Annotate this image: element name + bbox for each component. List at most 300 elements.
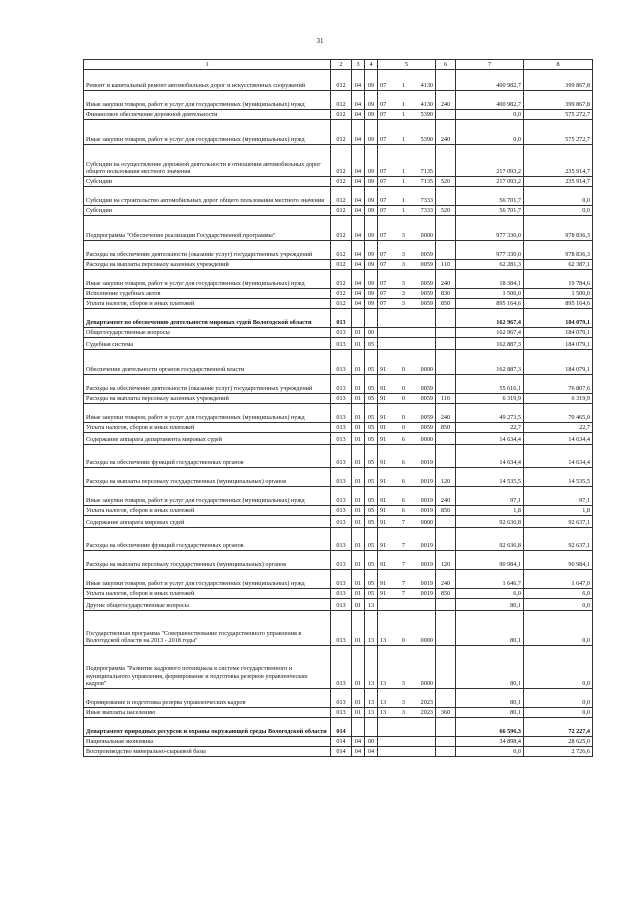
row-name: Департамент природных ресурсов и охраны окружающей среды Вологодской области [84, 718, 331, 737]
table-row [84, 241, 593, 260]
amount-year-1: 80,1 [456, 611, 524, 646]
code-ministry: 013 [331, 589, 352, 599]
code-section: 04 [352, 270, 365, 289]
code-subsection: 09 [365, 187, 378, 206]
code-section: 01 [352, 570, 365, 589]
row-name: Расходы на выплаты персоналу государственных (муниципальных) органов [84, 468, 331, 487]
amount-year-2: 70 465,0 [524, 404, 593, 423]
amount-year-1: 0,0 [456, 120, 524, 145]
row-name: Иные выплаты населению [84, 708, 331, 718]
amount-year-2: 14 634,4 [524, 445, 593, 468]
code-target-article [378, 338, 436, 350]
code-target-article [378, 570, 436, 589]
target-article-part: 13 [380, 680, 387, 688]
target-article-part: 91 [380, 561, 387, 569]
row-name: Уплата налогов, сборов и иных платежей [84, 299, 331, 309]
target-article-part: 7 [401, 590, 405, 598]
code-section: 01 [352, 551, 365, 570]
row-name: Национальная экономика [84, 737, 331, 747]
amount-year-2: 22,7 [524, 423, 593, 433]
target-article-part: 07 [380, 300, 387, 308]
amount-year-1: 22,7 [456, 423, 524, 433]
row-name: Уплата налогов, сборов и иных платежей [84, 589, 331, 599]
amount-year-2: 978 836,3 [524, 241, 593, 260]
code-expense-type [436, 689, 456, 708]
code-subsection: 09 [365, 120, 378, 145]
code-expense-type: 240 [436, 570, 456, 589]
table-row [84, 506, 593, 516]
code-section: 01 [352, 528, 365, 551]
table-header-row [84, 60, 593, 70]
page-number: 31 [316, 37, 324, 45]
code-subsection: 13 [365, 708, 378, 718]
target-article-part: 0000 [420, 519, 433, 527]
code-section: 01 [352, 487, 365, 506]
target-article-part: 7333 [420, 207, 433, 215]
code-subsection: 05 [365, 375, 378, 394]
table-row [84, 145, 593, 177]
code-subsection: 09 [365, 241, 378, 260]
code-section: 04 [352, 110, 365, 120]
code-ministry: 013 [331, 487, 352, 506]
code-ministry: 014 [331, 747, 352, 757]
code-target-article [378, 737, 436, 747]
code-expense-type: 520 [436, 177, 456, 187]
code-ministry: 013 [331, 350, 352, 375]
code-section [352, 309, 365, 328]
code-target-article [378, 708, 436, 718]
code-ministry: 012 [331, 260, 352, 270]
target-article-part: 0059 [420, 385, 433, 393]
amount-year-1: 66 596,3 [456, 718, 524, 737]
amount-year-2: 0,0 [524, 708, 593, 718]
amount-year-1: 162 887,3 [456, 338, 524, 350]
amount-year-2: 62 387,1 [524, 260, 593, 270]
code-target-article [378, 270, 436, 289]
target-article-part: 07 [380, 197, 387, 205]
row-name: Обеспечение деятельности органов государственной власти [84, 350, 331, 375]
amount-year-1: 14 634,4 [456, 433, 524, 445]
target-article-part: 0019 [420, 542, 433, 550]
code-target-article [378, 350, 436, 375]
amount-year-1: 56 701,7 [456, 206, 524, 216]
target-article-part: 91 [380, 414, 387, 422]
code-subsection [365, 718, 378, 737]
amount-year-1: 55 616,1 [456, 375, 524, 394]
amount-year-1: 80,1 [456, 599, 524, 611]
row-name: Уплата налогов, сборов и иных платежей [84, 423, 331, 433]
code-target-article [378, 110, 436, 120]
code-ministry: 013 [331, 528, 352, 551]
code-subsection: 05 [365, 394, 378, 404]
code-expense-type: 110 [436, 394, 456, 404]
amount-year-2: 895 164,6 [524, 299, 593, 309]
target-article-part: 6 [401, 436, 405, 444]
row-name: Иные закупки товаров, работ и услуг для государственных (муниципальных) нужд [84, 404, 331, 423]
target-article-part: 07 [380, 101, 387, 109]
target-article-part: 0019 [420, 459, 433, 467]
row-name: Субсидии на строительство автомобильных дорог общего пользования местного значения [84, 187, 331, 206]
target-article-part: 91 [380, 436, 387, 444]
amount-year-2: 235 914,7 [524, 145, 593, 177]
code-target-article [378, 689, 436, 708]
table-row [84, 468, 593, 487]
amount-year-1: 14 535,5 [456, 468, 524, 487]
target-article-part: 6 [401, 478, 405, 486]
row-name: Формирование и подготовка резерва управленческих кадров [84, 689, 331, 708]
code-target-article [378, 433, 436, 445]
amount-year-2: 0,0 [524, 646, 593, 689]
table-row [84, 350, 593, 375]
code-section: 04 [352, 70, 365, 91]
table-row [84, 289, 593, 299]
row-name: Содержание аппарата департамента мировых судей [84, 433, 331, 445]
code-subsection: 09 [365, 177, 378, 187]
table-row [84, 708, 593, 718]
code-section: 04 [352, 91, 365, 110]
table-row [84, 375, 593, 394]
code-expense-type: 120 [436, 468, 456, 487]
code-ministry: 013 [331, 375, 352, 394]
target-article-part: 3 [401, 680, 405, 688]
amount-year-1: 97,1 [456, 487, 524, 506]
code-section: 04 [352, 737, 365, 747]
amount-year-2: 1 647,0 [524, 570, 593, 589]
code-expense-type [436, 611, 456, 646]
code-ministry: 013 [331, 611, 352, 646]
code-section: 01 [352, 404, 365, 423]
target-article-part: 0059 [420, 261, 433, 269]
row-name: Департамент по обеспечению деятельности мировых судей Вологодской области [84, 309, 331, 328]
target-article-part: 91 [380, 366, 387, 374]
code-ministry: 013 [331, 394, 352, 404]
code-subsection: 05 [365, 589, 378, 599]
amount-year-1: 80,1 [456, 689, 524, 708]
table-row [84, 206, 593, 216]
table-row [84, 646, 593, 689]
code-subsection: 05 [365, 516, 378, 528]
amount-year-2: 1,8 [524, 506, 593, 516]
amount-year-2: 97,1 [524, 487, 593, 506]
target-article-part: 1 [401, 101, 405, 109]
code-ministry: 013 [331, 570, 352, 589]
amount-year-1: 92 636,8 [456, 528, 524, 551]
code-subsection: 09 [365, 206, 378, 216]
code-expense-type: 850 [436, 506, 456, 516]
code-expense-type: 830 [436, 289, 456, 299]
code-section: 01 [352, 646, 365, 689]
code-ministry: 013 [331, 506, 352, 516]
code-subsection: 09 [365, 289, 378, 299]
target-article-part: 0019 [420, 590, 433, 598]
code-ministry: 012 [331, 91, 352, 110]
target-article-part: 07 [380, 82, 387, 90]
target-article-part: 91 [380, 519, 387, 527]
target-article-part: 0019 [420, 561, 433, 569]
target-article-part: 91 [380, 478, 387, 486]
target-article-part: 07 [380, 168, 387, 176]
code-subsection: 09 [365, 270, 378, 289]
code-ministry: 012 [331, 206, 352, 216]
code-section: 01 [352, 611, 365, 646]
amount-year-2: 14 634,4 [524, 433, 593, 445]
table-row [84, 328, 593, 338]
table-row [84, 423, 593, 433]
table-row [84, 551, 593, 570]
target-article-part: 1 [401, 207, 405, 215]
target-article-part: 3 [401, 699, 405, 707]
code-expense-type [436, 445, 456, 468]
column-header: 2 [331, 60, 352, 70]
amount-year-1: 217 093,2 [456, 177, 524, 187]
code-target-article [378, 516, 436, 528]
target-article-part: 0000 [420, 680, 433, 688]
table-row [84, 599, 593, 611]
amount-year-1: 977 330,0 [456, 216, 524, 241]
amount-year-2: 6,0 [524, 589, 593, 599]
amount-year-1: 895 164,6 [456, 299, 524, 309]
code-subsection: 05 [365, 404, 378, 423]
target-article-part: 7 [401, 561, 405, 569]
table-row [84, 718, 593, 737]
table-row [84, 516, 593, 528]
amount-year-1: 1,8 [456, 506, 524, 516]
budget-table [83, 59, 593, 757]
target-article-part: 91 [380, 424, 387, 432]
code-section: 01 [352, 445, 365, 468]
amount-year-1: 92 636,8 [456, 516, 524, 528]
code-target-article [378, 506, 436, 516]
code-section: 01 [352, 689, 365, 708]
code-subsection: 05 [365, 445, 378, 468]
code-section: 01 [352, 516, 365, 528]
table-row [84, 589, 593, 599]
target-article-part: 7 [401, 519, 405, 527]
code-section: 01 [352, 375, 365, 394]
row-name: Иные закупки товаров, работ и услуг для государственных (муниципальных) нужд [84, 570, 331, 589]
row-name: Расходы на обеспечение функций государственных органов [84, 445, 331, 468]
code-subsection: 05 [365, 423, 378, 433]
code-expense-type [436, 328, 456, 338]
amount-year-2: 0,0 [524, 206, 593, 216]
code-expense-type: 240 [436, 270, 456, 289]
column-header: 8 [524, 60, 593, 70]
amount-year-2: 76 807,6 [524, 375, 593, 394]
code-expense-type [436, 516, 456, 528]
target-article-part: 0059 [420, 424, 433, 432]
code-target-article [378, 206, 436, 216]
target-article-part: 7 [401, 580, 405, 588]
code-section: 04 [352, 260, 365, 270]
row-name: Общегосударственные вопросы [84, 328, 331, 338]
table-row [84, 260, 593, 270]
code-expense-type [436, 241, 456, 260]
code-ministry: 013 [331, 599, 352, 611]
code-section: 04 [352, 216, 365, 241]
target-article-part: 07 [380, 232, 387, 240]
code-expense-type [436, 718, 456, 737]
target-article-part: 91 [380, 542, 387, 550]
code-expense-type: 520 [436, 206, 456, 216]
column-header: 6 [436, 60, 456, 70]
row-name: Подпрограмма "Развитие кадрового потенциала в системе государственного и муниципального управления, формирование и подготовка резервов управленческих кадров" [84, 646, 331, 689]
target-article-part: 13 [380, 699, 387, 707]
code-subsection: 09 [365, 216, 378, 241]
code-subsection: 05 [365, 570, 378, 589]
code-expense-type: 110 [436, 260, 456, 270]
code-ministry: 013 [331, 516, 352, 528]
code-expense-type [436, 309, 456, 328]
target-article-part: 3 [401, 709, 405, 717]
row-name: Субсидии [84, 177, 331, 187]
target-article-part: 7333 [420, 197, 433, 205]
code-target-article [378, 260, 436, 270]
code-section: 04 [352, 120, 365, 145]
table-row [84, 570, 593, 589]
code-target-article [378, 468, 436, 487]
target-article-part: 3 [401, 251, 405, 259]
code-section: 04 [352, 241, 365, 260]
row-name: Государственная программа "Совершенствование государственного управления в Вологодской области на 2013 - 2018 годы" [84, 611, 331, 646]
target-article-part: 07 [380, 178, 387, 186]
code-expense-type [436, 528, 456, 551]
code-target-article [378, 177, 436, 187]
target-article-part: 3 [401, 261, 405, 269]
code-ministry: 012 [331, 289, 352, 299]
target-article-part: 4130 [420, 82, 433, 90]
code-section: 01 [352, 599, 365, 611]
code-target-article [378, 145, 436, 177]
target-article-part: 0 [401, 385, 405, 393]
code-ministry: 012 [331, 70, 352, 91]
target-article-part: 2023 [420, 699, 433, 707]
row-name: Расходы на выплаты персоналу казенных учреждений [84, 394, 331, 404]
code-target-article [378, 289, 436, 299]
amount-year-2: 92 637,1 [524, 528, 593, 551]
amount-year-2: 6 319,9 [524, 394, 593, 404]
row-name: Исполнение судебных актов [84, 289, 331, 299]
target-article-part: 07 [380, 207, 387, 215]
amount-year-1: 977 330,0 [456, 241, 524, 260]
target-article-part: 0059 [420, 280, 433, 288]
row-name: Подпрограмма "Обеспечение реализации Государственной программы" [84, 216, 331, 241]
amount-year-2: 0,0 [524, 611, 593, 646]
code-expense-type: 360 [436, 708, 456, 718]
target-article-part: 0000 [420, 366, 433, 374]
code-ministry: 013 [331, 689, 352, 708]
code-ministry: 013 [331, 708, 352, 718]
amount-year-1: 162 967,4 [456, 309, 524, 328]
amount-year-2: 0,0 [524, 689, 593, 708]
amount-year-1: 6 319,9 [456, 394, 524, 404]
code-target-article [378, 599, 436, 611]
row-name: Иные закупки товаров, работ и услуг для государственных (муниципальных) нужд [84, 91, 331, 110]
table-row [84, 110, 593, 120]
code-expense-type: 850 [436, 423, 456, 433]
target-article-part: 0000 [420, 637, 433, 645]
code-target-article [378, 309, 436, 328]
code-expense-type: 850 [436, 589, 456, 599]
code-subsection: 09 [365, 145, 378, 177]
code-expense-type: 240 [436, 91, 456, 110]
code-expense-type [436, 375, 456, 394]
table-row [84, 70, 593, 91]
target-article-part: 91 [380, 497, 387, 505]
target-article-part: 91 [380, 580, 387, 588]
table-row [84, 177, 593, 187]
code-expense-type [436, 599, 456, 611]
code-subsection: 05 [365, 528, 378, 551]
amount-year-2: 28 625,0 [524, 737, 593, 747]
code-subsection: 13 [365, 611, 378, 646]
code-ministry: 013 [331, 445, 352, 468]
code-target-article [378, 375, 436, 394]
amount-year-1: 400 982,7 [456, 91, 524, 110]
amount-year-1: 1 500,0 [456, 289, 524, 299]
code-expense-type: 240 [436, 120, 456, 145]
code-subsection: 00 [365, 328, 378, 338]
target-article-part: 13 [380, 709, 387, 717]
code-target-article [378, 551, 436, 570]
amount-year-1: 80,1 [456, 708, 524, 718]
row-name: Расходы на выплаты персоналу государственных (муниципальных) органов [84, 551, 331, 570]
amount-year-2: 72 227,4 [524, 718, 593, 737]
code-section: 04 [352, 177, 365, 187]
code-subsection: 09 [365, 299, 378, 309]
amount-year-2: 575 272,7 [524, 110, 593, 120]
table-row [84, 120, 593, 145]
table-row [84, 216, 593, 241]
amount-year-1: 0,0 [456, 747, 524, 757]
code-subsection: 00 [365, 737, 378, 747]
amount-year-2: 575 272,7 [524, 120, 593, 145]
amount-year-2: 14 535,5 [524, 468, 593, 487]
code-subsection: 13 [365, 646, 378, 689]
column-header: 5 [378, 60, 436, 70]
code-ministry: 012 [331, 216, 352, 241]
code-subsection: 04 [365, 747, 378, 757]
code-section: 01 [352, 350, 365, 375]
table-row [84, 445, 593, 468]
row-name: Расходы на обеспечение деятельности (оказание услуг) государственных учреждений [84, 375, 331, 394]
target-article-part: 1 [401, 178, 405, 186]
target-article-part: 0019 [420, 507, 433, 515]
row-name: Судебная система [84, 338, 331, 350]
code-target-article [378, 528, 436, 551]
target-article-part: 3 [401, 300, 405, 308]
code-section: 01 [352, 708, 365, 718]
target-article-part: 0059 [420, 414, 433, 422]
amount-year-1: 49 273,5 [456, 404, 524, 423]
code-expense-type: 240 [436, 404, 456, 423]
code-ministry: 012 [331, 187, 352, 206]
target-article-part: 0059 [420, 300, 433, 308]
code-ministry: 013 [331, 328, 352, 338]
table-row [84, 394, 593, 404]
table-row [84, 299, 593, 309]
row-name: Иные закупки товаров, работ и услуг для государственных (муниципальных) нужд [84, 487, 331, 506]
target-article-part: 07 [380, 280, 387, 288]
target-article-part: 91 [380, 507, 387, 515]
table-row [84, 404, 593, 423]
row-name: Воспроизводство минерально-сырьевой базы [84, 747, 331, 757]
target-article-part: 91 [380, 590, 387, 598]
amount-year-2: 399 867,8 [524, 70, 593, 91]
code-target-article [378, 70, 436, 91]
code-section: 04 [352, 187, 365, 206]
target-article-part: 91 [380, 459, 387, 467]
row-name: Расходы на обеспечение функций государственных органов [84, 528, 331, 551]
